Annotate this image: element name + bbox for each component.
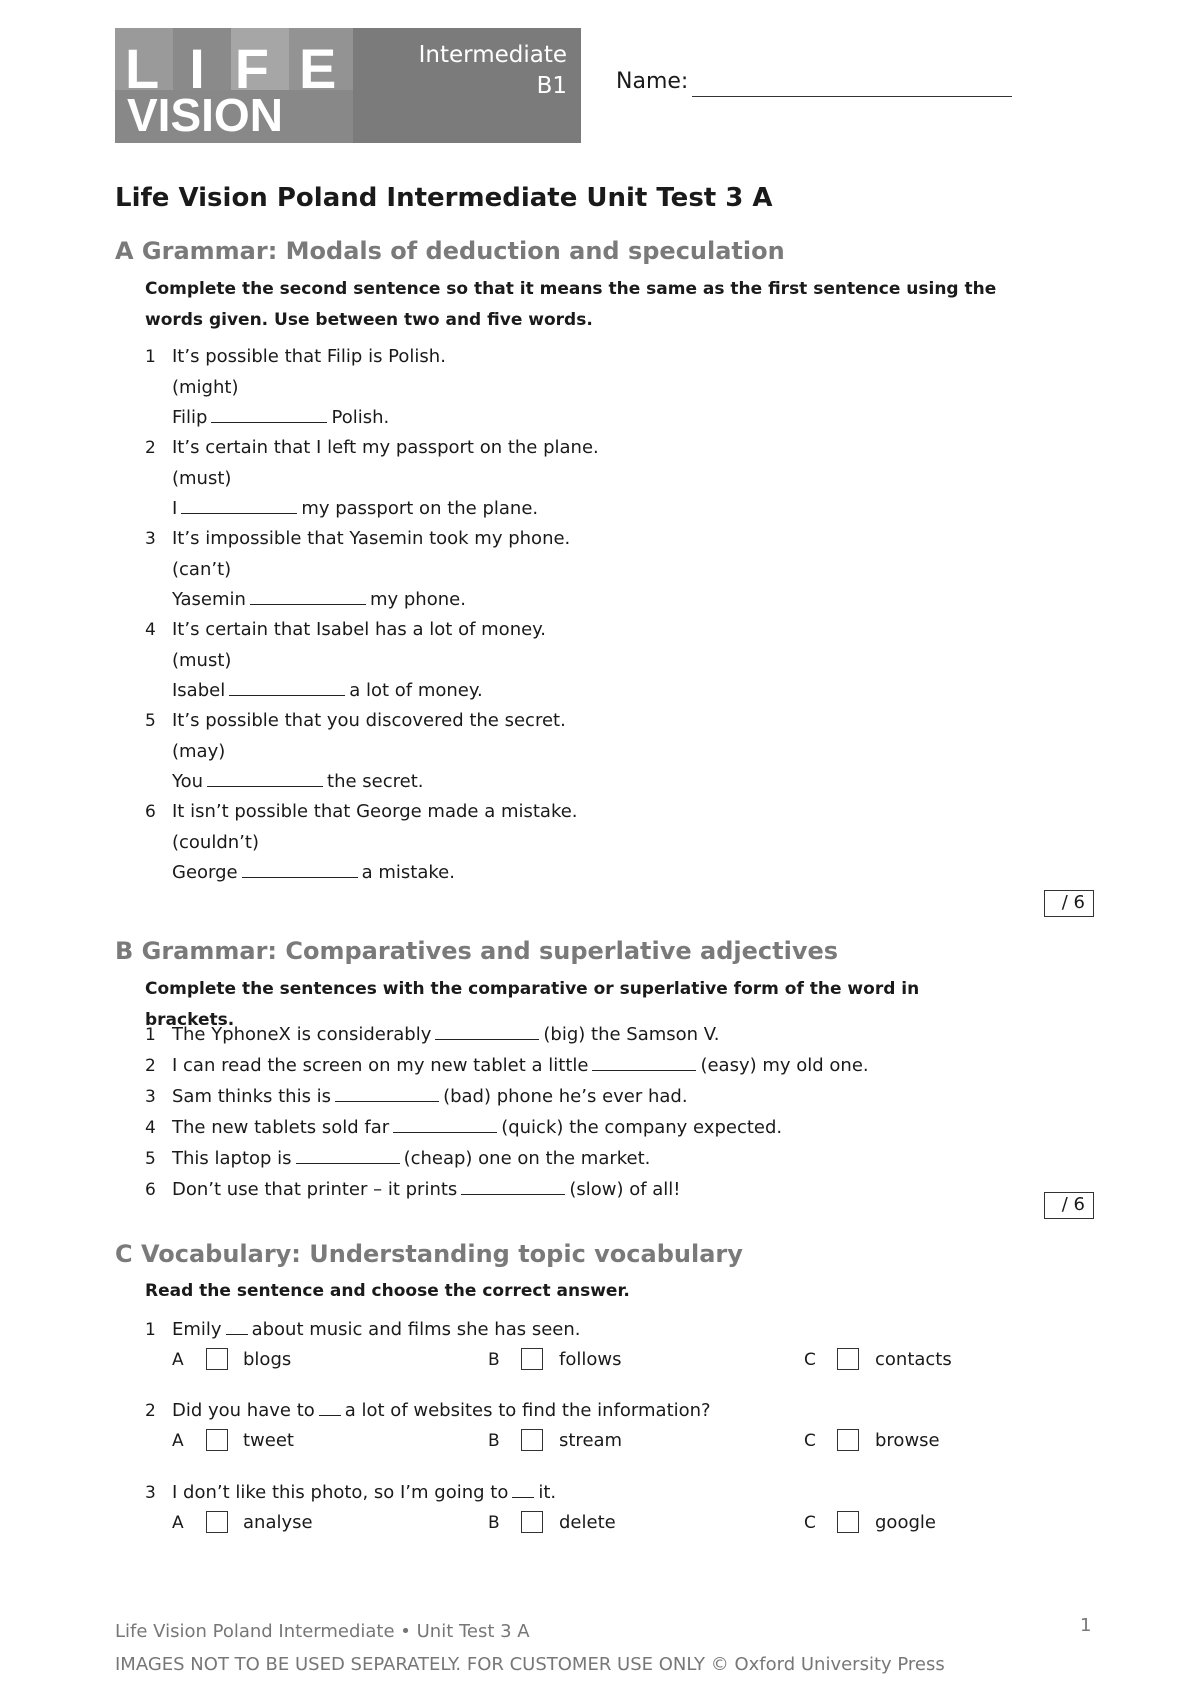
section-a-instruction: [145, 274, 1005, 336]
option-text: contacts: [875, 1349, 952, 1370]
answer-prefix: Isabel: [172, 680, 226, 701]
option-text: stream: [559, 1430, 623, 1451]
answer-blank[interactable]: [207, 786, 323, 787]
option-text: delete: [559, 1512, 616, 1533]
item-sentence: It’s possible that Filip is Polish.: [172, 346, 446, 367]
item-sentence: It’s impossible that Yasemin took my phone.: [172, 528, 571, 549]
sentence-end: it.: [538, 1482, 557, 1503]
footer-copyright: IMAGES NOT TO BE USED SEPARATELY. FOR CUSTOMER USE ONLY © Oxford University Press: [115, 1654, 945, 1675]
item-number: 2: [145, 1401, 156, 1421]
option-text: google: [875, 1512, 936, 1533]
sentence-start: I don’t like this photo, so I’m going to: [172, 1482, 509, 1503]
sentence-start: Sam thinks this is: [172, 1086, 332, 1107]
item-sentence: [172, 1148, 650, 1169]
item-sentence: It isn’t possible that George made a mistake.: [172, 801, 578, 822]
answer-blank[interactable]: [393, 1132, 497, 1133]
answer-prefix: You: [172, 771, 204, 792]
answer-prefix: I: [172, 498, 178, 519]
answer-blank[interactable]: [335, 1101, 439, 1102]
item-number: 1: [145, 1025, 156, 1045]
answer-prefix: George: [172, 862, 238, 883]
item-number: 3: [145, 1483, 156, 1503]
answer-prefix: Yasemin: [172, 589, 246, 610]
item-key-word: (might): [172, 377, 239, 398]
item-sentence: It’s certain that I left my passport on the plane.: [172, 437, 599, 458]
section-b-heading: B Grammar: Comparatives and superlative adjectives: [115, 937, 839, 965]
option-letter: B: [488, 1431, 500, 1451]
item-sentence: [172, 1482, 556, 1503]
page-title: Life Vision Poland Intermediate Unit Test 3 A: [115, 183, 773, 213]
item-key-word: (must): [172, 468, 232, 489]
item-sentence: It’s possible that you discovered the secret.: [172, 710, 566, 731]
item-number: 5: [145, 1149, 156, 1169]
answer-suffix: my passport on the plane.: [301, 498, 539, 519]
item-sentence: [172, 1024, 720, 1045]
name-label: Name:: [616, 69, 689, 94]
item-sentence: [172, 1055, 869, 1076]
option-letter: C: [804, 1431, 816, 1451]
item-number: 5: [145, 711, 156, 731]
logo-vision-text: VISION: [127, 89, 283, 141]
item-sentence: [172, 1179, 681, 1200]
section-a-instruction-line-2: words given. Use between two and five words.: [145, 310, 593, 330]
answer-blank[interactable]: [435, 1039, 539, 1040]
item-number: 2: [145, 1056, 156, 1076]
section-b-score-box[interactable]: / 6: [1044, 1192, 1094, 1219]
level-line-2: B1: [536, 73, 567, 99]
item-number: 2: [145, 438, 156, 458]
item-answer-line: [172, 589, 466, 610]
option-letter: A: [172, 1350, 184, 1370]
sentence-start: Did you have to: [172, 1400, 315, 1421]
page-number: 1: [1080, 1615, 1092, 1636]
sentence-end: (bad) phone he’s ever had.: [443, 1086, 688, 1107]
item-key-word: (may): [172, 741, 226, 762]
sentence-end: (slow) of all!: [569, 1179, 681, 1200]
answer-suffix: the secret.: [327, 771, 424, 792]
sentence-start: Emily: [172, 1319, 222, 1340]
item-number: 1: [145, 1320, 156, 1340]
option-checkbox[interactable]: [206, 1348, 228, 1370]
answer-blank[interactable]: [592, 1070, 696, 1071]
section-a-instruction-line-1: Complete the second sentence so that it means the same as the first sentence using the: [145, 279, 997, 299]
item-number: 3: [145, 529, 156, 549]
level-line-1: Intermediate: [418, 42, 567, 68]
item-number: 4: [145, 1118, 156, 1138]
answer-suffix: a lot of money.: [349, 680, 483, 701]
item-answer-line: [172, 498, 538, 519]
section-c-instruction: Read the sentence and choose the correct answer.: [145, 1281, 630, 1301]
item-key-word: (couldn’t): [172, 832, 259, 853]
option-checkbox[interactable]: [837, 1429, 859, 1451]
sentence-end: about music and films she has seen.: [251, 1319, 581, 1340]
gap-blank: [319, 1415, 341, 1416]
option-checkbox[interactable]: [206, 1511, 228, 1533]
answer-prefix: Filip: [172, 407, 208, 428]
gap-blank: [512, 1497, 534, 1498]
level-label: [419, 40, 567, 102]
sentence-end: (cheap) one on the market.: [403, 1148, 651, 1169]
item-sentence: [172, 1400, 711, 1421]
option-checkbox[interactable]: [521, 1511, 543, 1533]
item-number: 1: [145, 347, 156, 367]
answer-blank[interactable]: [461, 1194, 565, 1195]
sentence-end: (quick) the company expected.: [501, 1117, 783, 1138]
sentence-start: This laptop is: [172, 1148, 292, 1169]
answer-blank[interactable]: [296, 1163, 400, 1164]
item-number: 6: [145, 802, 156, 822]
sentence-end: a lot of websites to find the information?: [344, 1400, 711, 1421]
answer-blank[interactable]: [211, 422, 327, 423]
item-number: 6: [145, 1180, 156, 1200]
sentence-start: The YphoneX is considerably: [172, 1024, 432, 1045]
option-checkbox[interactable]: [521, 1429, 543, 1451]
option-text: follows: [559, 1349, 622, 1370]
item-sentence: It’s certain that Isabel has a lot of money.: [172, 619, 546, 640]
option-text: blogs: [243, 1349, 292, 1370]
sentence-start: Don’t use that printer – it prints: [172, 1179, 458, 1200]
option-letter: C: [804, 1350, 816, 1370]
section-a-score-box[interactable]: / 6: [1044, 890, 1094, 917]
option-checkbox[interactable]: [837, 1348, 859, 1370]
option-letter: C: [804, 1513, 816, 1533]
footer-title: Life Vision Poland Intermediate • Unit Test 3 A: [115, 1621, 530, 1642]
item-sentence: [172, 1086, 688, 1107]
option-letter: A: [172, 1431, 184, 1451]
section-a-heading: A Grammar: Modals of deduction and speculation: [115, 237, 785, 265]
item-sentence: [172, 1117, 782, 1138]
sentence-end: (big) the Samson V.: [543, 1024, 720, 1045]
sentence-end: (easy) my old one.: [700, 1055, 869, 1076]
item-answer-line: [172, 771, 424, 792]
gap-blank: [226, 1334, 248, 1335]
option-letter: B: [488, 1350, 500, 1370]
option-text: tweet: [243, 1430, 294, 1451]
life-vision-logo: [115, 28, 581, 143]
option-text: analyse: [243, 1512, 313, 1533]
logo-life-text: LIFE: [125, 37, 367, 100]
item-number: 3: [145, 1087, 156, 1107]
sentence-start: The new tablets sold far: [172, 1117, 390, 1138]
option-checkbox[interactable]: [521, 1348, 543, 1370]
option-letter: B: [488, 1513, 500, 1533]
option-checkbox[interactable]: [206, 1429, 228, 1451]
name-field[interactable]: [692, 96, 1012, 97]
item-answer-line: [172, 407, 389, 428]
item-key-word: (can’t): [172, 559, 232, 580]
answer-suffix: my phone.: [369, 589, 466, 610]
answer-blank[interactable]: [229, 695, 345, 696]
answer-blank[interactable]: [181, 513, 297, 514]
option-text: browse: [875, 1430, 940, 1451]
option-letter: A: [172, 1513, 184, 1533]
answer-blank[interactable]: [250, 604, 366, 605]
answer-suffix: Polish.: [331, 407, 390, 428]
answer-blank[interactable]: [242, 877, 358, 878]
sentence-start: I can read the screen on my new tablet a little: [172, 1055, 589, 1076]
answer-suffix: a mistake.: [361, 862, 455, 883]
option-checkbox[interactable]: [837, 1511, 859, 1533]
item-key-word: (must): [172, 650, 232, 671]
item-sentence: [172, 1319, 581, 1340]
section-b-instruction: Complete the sentences with the comparative or superlative form of the word in brackets.: [145, 979, 920, 1030]
item-answer-line: [172, 680, 483, 701]
item-answer-line: [172, 862, 455, 883]
item-number: 4: [145, 620, 156, 640]
section-c-heading: C Vocabulary: Understanding topic vocabulary: [115, 1240, 743, 1268]
